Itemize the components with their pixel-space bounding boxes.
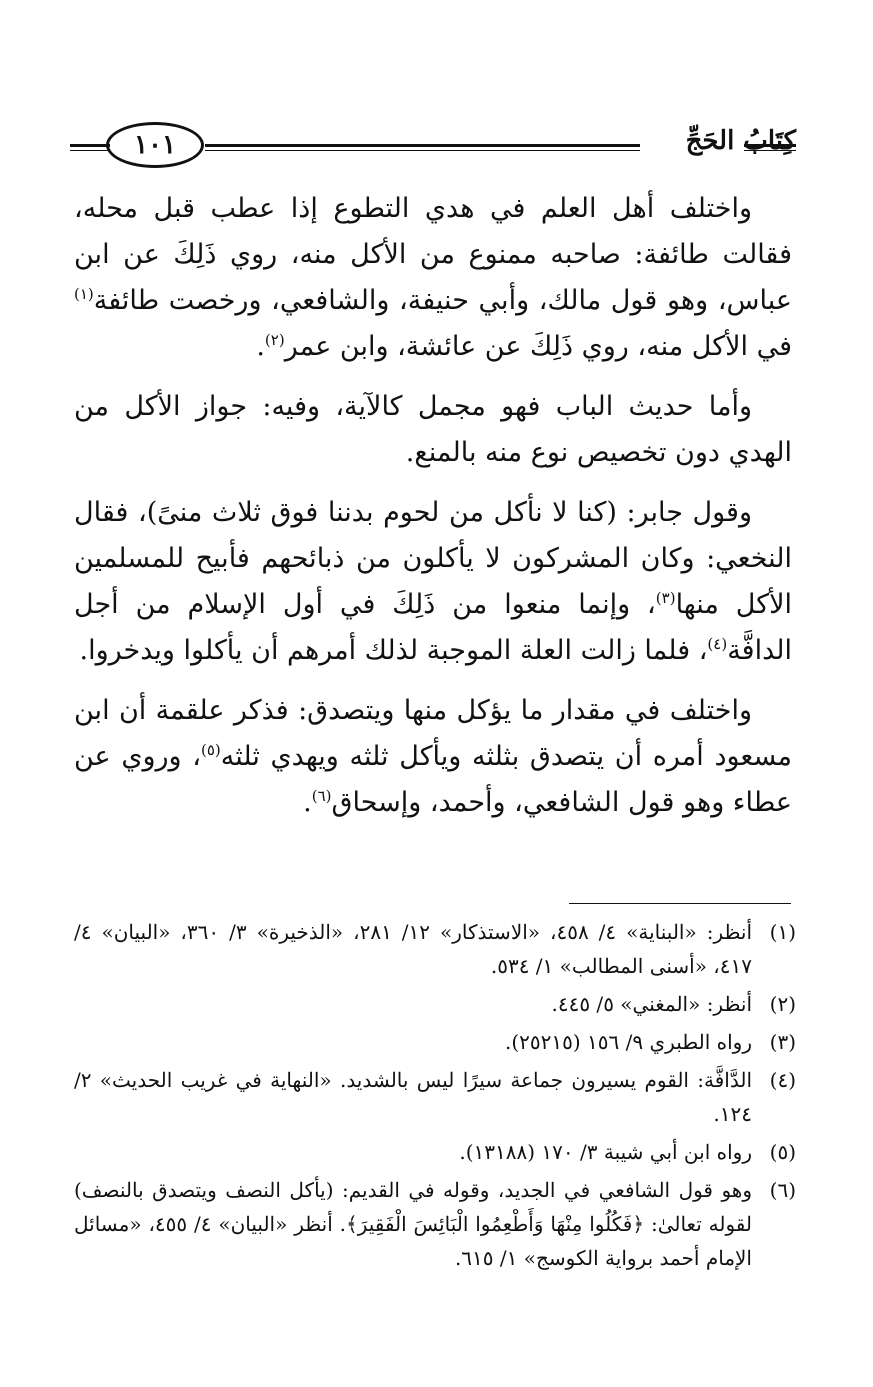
footnote-number: (٤) [769,1068,796,1092]
paragraph-2: وأما حديث الباب فهو مجمل كالآية، وفيه: جواز الأكل من الهدي دون تخصيص نوع منه بالمنع. [74,391,792,468]
footnote-ref-2[interactable]: (٢) [264,331,285,349]
footnote-item [74,1025,796,1059]
footnote-item [74,1063,796,1131]
footnotes [74,915,796,1279]
chapter-title: كِتَابُ الحَجِّ [685,126,796,156]
footnote-ref-4[interactable]: (٤) [707,635,728,653]
footnote-item [74,987,796,1021]
page-number: ١٠١ [106,122,204,168]
paragraph-1: واختلف أهل العلم في هدي التطوع إذا عطب قبل محله، فقالت طائفة: صاحبه ممنوع من الأكل منه، روي ذَلِكَ عن ابن عباس، وهو قول مالك، وأبي حنيفة، والشافعي، ورخصت طائفة$^{(١)}$ في الأكل منه، روي ذَلِكَ عن عائشة، وابن عمر$^{(٢)}$. [74,193,792,362]
main-text [74,186,792,840]
footnote-number: (٣) [769,1030,796,1054]
footnote-item [74,915,796,983]
footnote-item [74,1173,796,1275]
footnote-ref-3[interactable]: (٣) [655,589,676,607]
footnote-ref-6[interactable]: (٦) [311,787,332,805]
footnote-text: رواه الطبري ٩/ ١٥٦ (٢٥٢١٥). [504,1030,752,1054]
footnote-number: (١) [769,920,796,944]
footnote-number: (٦) [769,1178,796,1202]
footnote-text: رواه ابن أبي شيبة ٣/ ١٧٠ (١٣١٨٨). [459,1140,752,1164]
paragraph-4: واختلف في مقدار ما يؤكل منها ويتصدق: فذكر علقمة أن ابن مسعود أمره أن يتصدق بثلثه ويأكل ثلثه ويهدي ثلثه$^{(٥)}$، وروي عن عطاء وهو قول الشافعي، وأحمد، وإسحاق$^{(٦)}$. [74,695,792,818]
paragraph-3: وقول جابر: (كنا لا نأكل من لحوم بدننا فوق ثلاث منىً)، فقال النخعي: وكان المشركون لا يأكلون من ذبائحهم فأبيح للمسلمين الأكل منها$^{(٣)}$، وإنما منعوا من ذَلِكَ في أول الإسلام من أجل الدافَّة$^{(٤)}$، فلما زالت العلة الموجبة لذلك أمرهم أن يأكلوا ويدخروا. [74,497,792,666]
footnote-text: أنظر: «البناية» ٤/ ٤٥٨، «الاستذكار» ١٢/ ٢٨١، «الذخيرة» ٣/ ٣٦٠، «البيان» ٤/ ٤١٧، «أسنى المطالب» ١/ ٥٣٤. [74,920,753,978]
header-rule-middle [205,144,640,151]
header-rule-left [70,144,110,151]
footnote-item [74,1135,796,1169]
footnote-ref-1[interactable]: (١) [74,285,94,303]
footnote-separator [569,903,791,904]
footnote-text: أنظر: «المغني» ٥/ ٤٤٥. [551,992,752,1016]
footnote-number: (٢) [769,992,796,1016]
footnote-number: (٥) [769,1140,796,1164]
footnote-ref-5[interactable]: (٥) [200,741,221,759]
running-header [70,118,796,178]
footnote-text: وهو قول الشافعي في الجديد، وقوله في القديم: (يأكل النصف ويتصدق بالنصف) لقوله تعالىٰ: ﴿فَكُلُوا مِنْهَا وَأَطْعِمُوا الْبَائِسَ الْفَقِيرَ﴾. أنظر «البيان» ٤/ ٤٥٥، «مسائل الإمام أحمد برواية الكوسج» ١/ ٦١٥. [74,1178,752,1270]
footnote-text: الدَّافَّة: القوم يسيرون جماعة سيرًا ليس بالشديد. «النهاية في غريب الحديث» ٢/ ١٢٤. [74,1068,752,1126]
